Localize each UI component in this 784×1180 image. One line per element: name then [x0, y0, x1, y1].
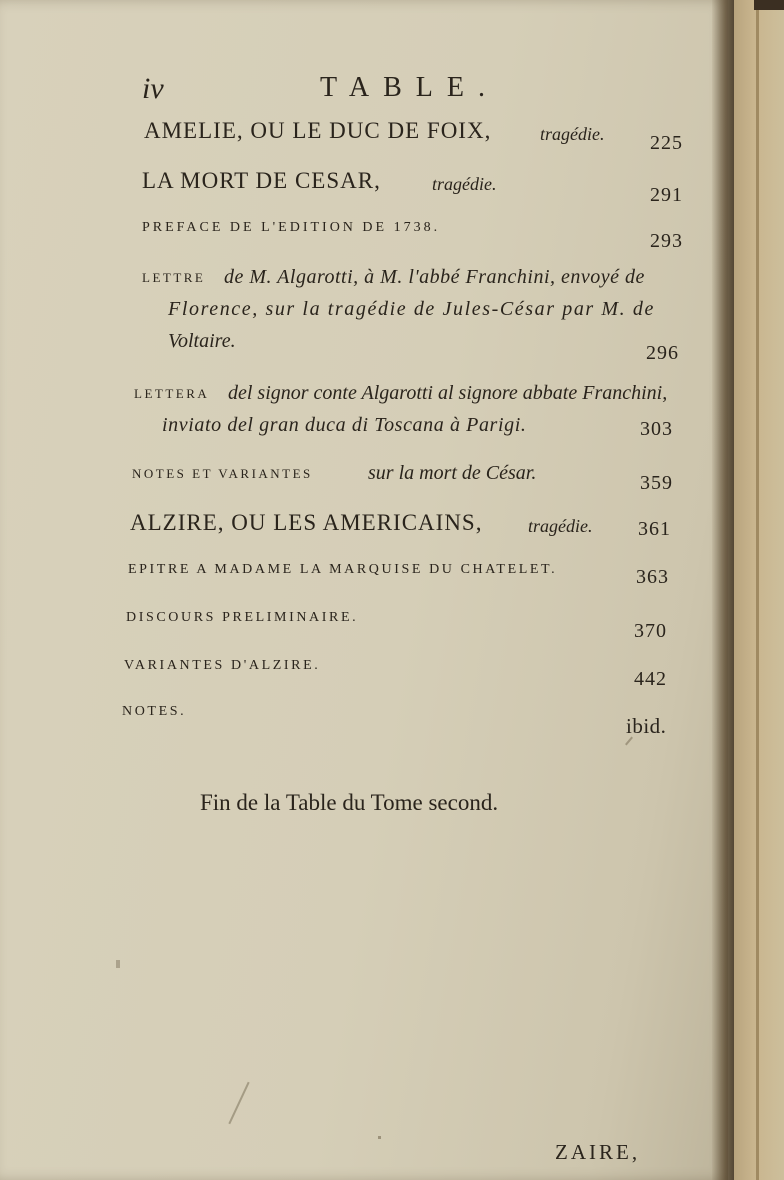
entry-title: LETTERA — [134, 386, 210, 401]
entry-page: 363 — [636, 566, 669, 588]
entry-title: NOTES. — [122, 704, 187, 719]
paper-mark — [116, 960, 120, 968]
entry-text: Voltaire. — [168, 330, 236, 352]
entry-page: 442 — [634, 668, 667, 690]
entry-page: 296 — [646, 342, 679, 364]
page-gutter-shadow — [712, 0, 734, 1180]
adjacent-page-edge — [734, 0, 784, 1180]
entry-title: ALZIRE, OU LES AMERICAINS, — [130, 510, 483, 535]
paper-mark — [378, 1136, 381, 1139]
entry-page: ibid. — [626, 714, 667, 738]
background-corner — [754, 0, 784, 10]
entry-text: Florence, sur la tragédie de Jules-César par M. de — [168, 298, 655, 320]
entry-subtitle: tragédie. — [540, 124, 605, 144]
entry-page: 225 — [650, 132, 683, 154]
entry-title: PREFACE DE L'EDITION DE 1738. — [142, 220, 441, 235]
entry-title: DISCOURS PRELIMINAIRE. — [126, 610, 359, 625]
entry-page: 370 — [634, 620, 667, 642]
entry-title: LETTRE — [142, 270, 206, 285]
entry-text: del signor conte Algarotti al signore abbate Franchini, — [228, 382, 668, 404]
page-header — [142, 72, 522, 112]
entry-title: EPITRE A MADAME LA MARQUISE DU CHATELET. — [128, 562, 558, 577]
entry-subtitle: tragédie. — [432, 174, 497, 194]
page-title: TABLE. — [320, 72, 499, 103]
entry-subtitle: tragédie. — [528, 516, 593, 536]
entry-page: 359 — [640, 472, 673, 494]
entry-title: LA MORT DE CESAR, — [142, 168, 381, 193]
entry-page: 361 — [638, 518, 671, 540]
entry-subtitle: sur la mort de César. — [368, 462, 537, 484]
entry-text: inviato del gran duca di Toscana à Parigi. — [162, 414, 527, 436]
paper-mark — [228, 1082, 249, 1125]
entry-page: 293 — [650, 230, 683, 252]
entry-page: 303 — [640, 418, 673, 440]
entry-title: NOTES ET VARIANTES — [132, 466, 313, 481]
entry-page: 291 — [650, 184, 683, 206]
entry-text: de M. Algarotti, à M. l'abbé Franchini, envoyé de — [224, 266, 645, 288]
fin-line: Fin de la Table du Tome second. — [200, 790, 499, 815]
catchword: ZAIRE, — [555, 1140, 641, 1164]
entry-title: VARIANTES D'ALZIRE. — [124, 658, 321, 673]
entry-title: AMELIE, OU LE DUC DE FOIX, — [144, 118, 492, 143]
page-number: iv — [142, 72, 164, 105]
